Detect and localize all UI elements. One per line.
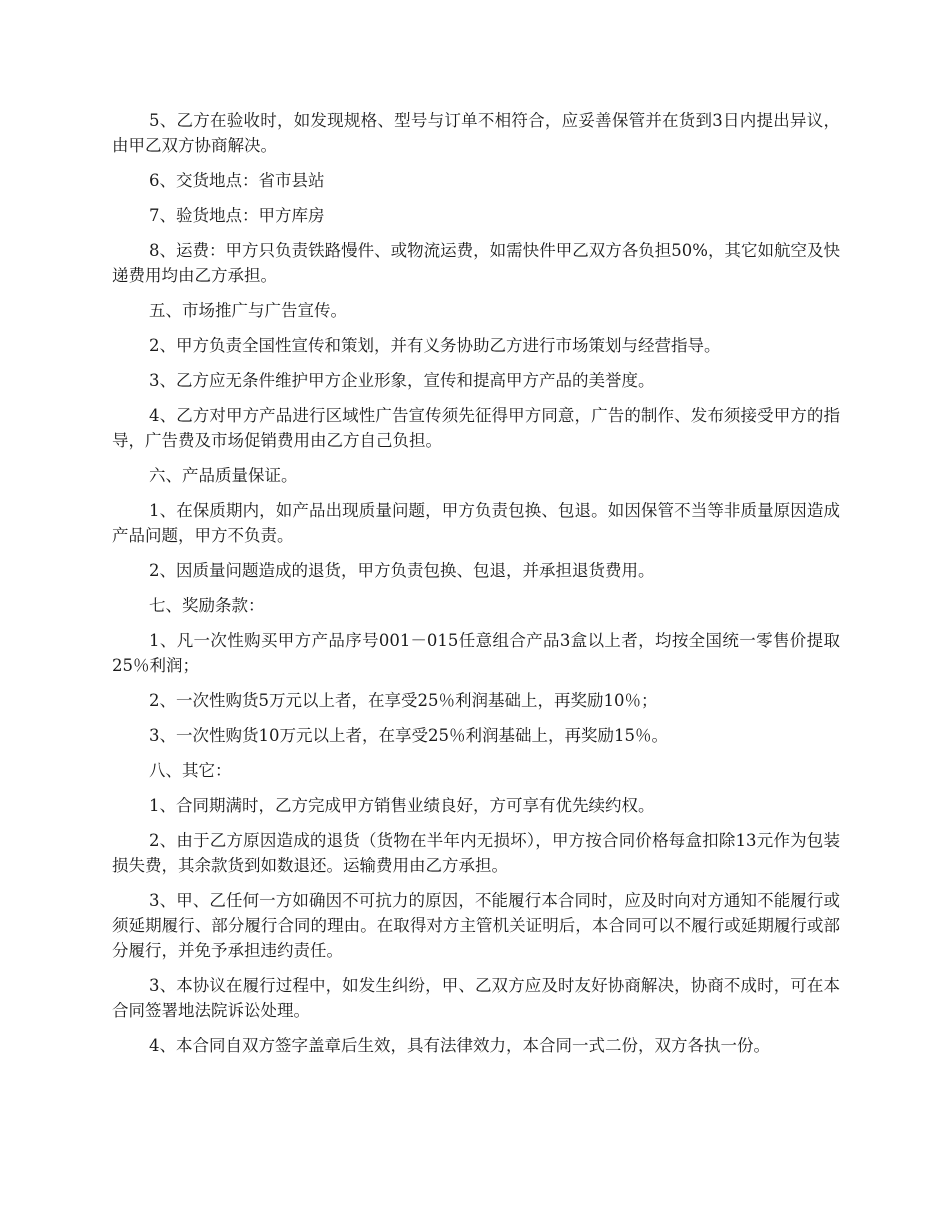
paragraph-delivery-location: 6、交货地点：省市县站 [149,171,325,190]
paragraph-effectiveness: 4、本合同自双方签字盖章后生效，具有法律效力，本合同一式二份，双方各执一份。 [149,1036,770,1055]
paragraph-freight: 8、运费：甲方只负责铁路慢件、或物流运费，如需快件甲乙双方各负担50%，其它如航空及快递费用均由乙方承担。 [112,241,840,285]
paragraph-national-promotion: 2、甲方负责全国性宣传和策划，并有义务协助乙方进行市场策划与经营指导。 [149,336,721,355]
paragraph-force-majeure: 3、甲、乙任何一方如确因不可抗力的原因，不能履行本合同时，应及时向对方通知不能履行或须延期履行、部分履行合同的理由。在取得对方主管机关证明后，本合同可以不履行或延期履行或部分履行，并免予承担违约责任。 [112,891,840,960]
section-heading-marketing: 五、市场推广与广告宣传。 [149,301,347,320]
paragraph-reward-2: 2、一次性购货5万元以上者，在享受25％利润基础上，再奖励10％； [149,691,658,710]
paragraph-warranty: 1、在保质期内，如产品出现质量问题，甲方负责包换、包退。如因保管不当等非质量原因造成产品问题，甲方不负责。 [112,501,840,545]
paragraph-regional-advertising: 4、乙方对甲方产品进行区域性广告宣传须先征得甲方同意，广告的制作、发布须接受甲方的指导，广告费及市场促销费用由乙方自己负担。 [112,406,840,450]
paragraph-reward-3: 3、一次性购货10万元以上者，在享受25％利润基础上，再奖励15％。 [149,726,668,745]
section-heading-rewards: 七、奖励条款： [149,596,265,615]
paragraph-reward-1: 1、凡一次性购买甲方产品序号001－015任意组合产品3盒以上者，均按全国统一零售价提取25％利润； [112,631,840,675]
paragraph-inspection-location: 7、验货地点：甲方库房 [149,206,325,225]
paragraph-quality-returns: 2、因质量问题造成的退货，甲方负责包换、包退，并承担退货费用。 [149,561,655,580]
paragraph-return-deduction: 2、由于乙方原因造成的退货（货物在半年内无损坏），甲方按合同价格每盒扣除13元作为包装损失费，其余款货到如数退还。运输费用由乙方承担。 [112,831,840,875]
paragraph-delivery-inspection: 5、乙方在验收时，如发现规格、型号与订单不相符合，应妥善保管并在货到3日内提出异议，由甲乙双方协商解决。 [112,111,840,155]
section-heading-other: 八、其它： [149,761,232,780]
section-heading-quality: 六、产品质量保证。 [149,466,298,485]
document-body [112,108,840,1068]
paragraph-dispute-resolution: 3、本协议在履行过程中，如发生纠纷，甲、乙双方应及时友好协商解决，协商不成时，可在本合同签署地法院诉讼处理。 [112,976,840,1020]
paragraph-brand-image: 3、乙方应无条件维护甲方企业形象，宣传和提高甲方产品的美誉度。 [149,371,655,390]
paragraph-renewal: 1、合同期满时，乙方完成甲方销售业绩良好，方可享有优先续约权。 [149,796,655,815]
